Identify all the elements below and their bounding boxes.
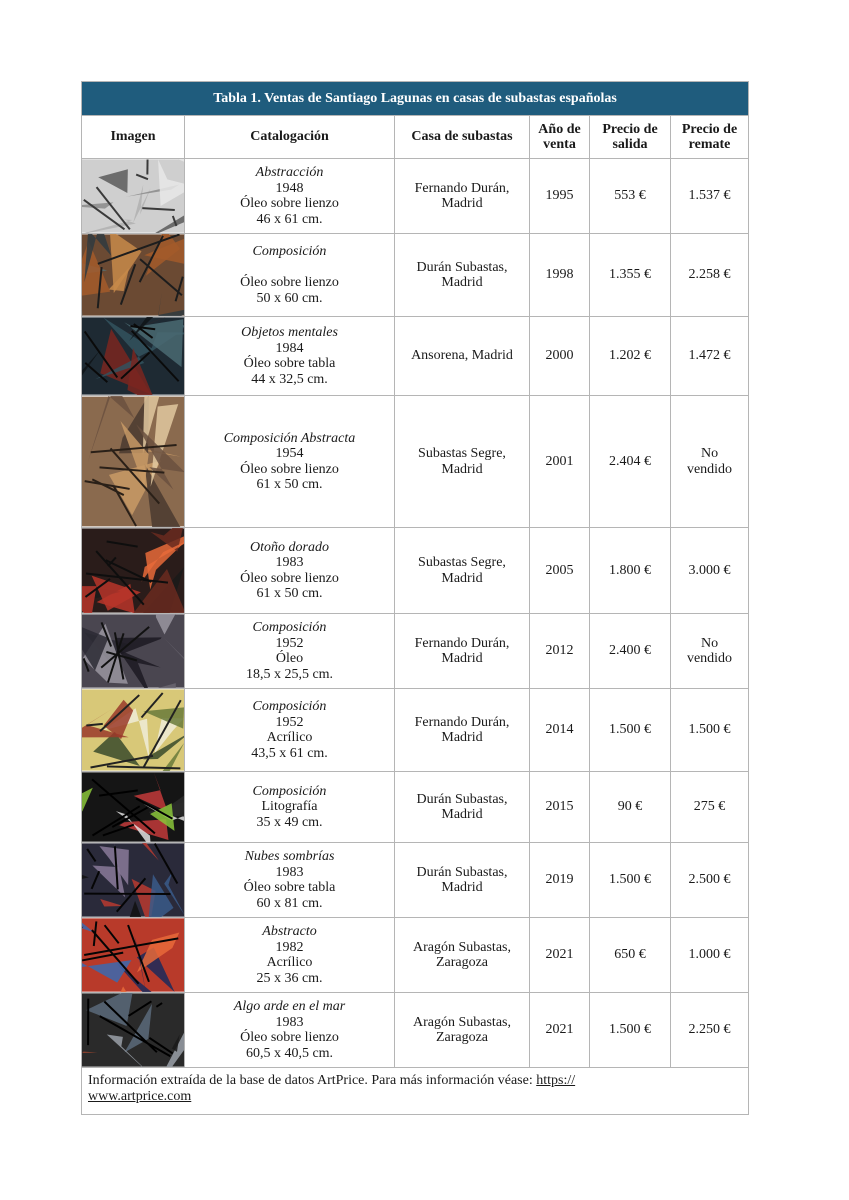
artwork-date: 1983 bbox=[275, 864, 304, 880]
hammer-price-cell bbox=[671, 614, 749, 689]
artwork-title: Composición bbox=[252, 699, 327, 714]
sale-year-cell: 2001 bbox=[530, 396, 590, 528]
table-row bbox=[82, 614, 749, 689]
artwork-size: 60 x 81 cm. bbox=[256, 895, 323, 911]
artwork-size: 18,5 x 25,5 cm. bbox=[245, 666, 334, 682]
auction-house-cell bbox=[395, 843, 530, 918]
artwork-title: Composición Abstracta bbox=[223, 430, 356, 446]
artwork-medium: Acrílico bbox=[266, 730, 313, 745]
header-catalog: Catalogación bbox=[185, 116, 395, 159]
start-price-cell: 2.404 € bbox=[590, 396, 671, 528]
auction-house-cell bbox=[395, 993, 530, 1068]
start-price-cell: 1.202 € bbox=[590, 317, 671, 396]
artwork-thumbnail bbox=[82, 918, 184, 992]
hammer-price-cell bbox=[671, 689, 749, 772]
artwork-title: Objetos mentales bbox=[241, 325, 338, 340]
artwork-title: Abstracto bbox=[262, 924, 317, 939]
artwork-size: 60,5 x 40,5 cm. bbox=[245, 1045, 334, 1061]
start-price-cell: 650 € bbox=[590, 918, 671, 993]
start-price-cell: 1.800 € bbox=[590, 528, 671, 614]
artwork-thumbnail bbox=[82, 772, 184, 842]
artwork-thumbnail bbox=[82, 234, 184, 316]
image-cell bbox=[82, 234, 185, 317]
hammer-price-line: 1.000 € bbox=[688, 947, 731, 963]
hammer-price-line: 3.000 € bbox=[688, 562, 731, 578]
table-row bbox=[82, 993, 749, 1068]
image-cell bbox=[82, 396, 185, 528]
artwork-date: 1982 bbox=[275, 939, 304, 955]
hammer-price-cell bbox=[671, 843, 749, 918]
header-start-price: Precio de salida bbox=[590, 116, 671, 159]
auction-house-line: Zaragoza bbox=[435, 955, 489, 970]
image-cell bbox=[82, 843, 185, 918]
artwork-medium: Óleo sobre lienzo bbox=[240, 275, 339, 290]
artwork-date: 1984 bbox=[275, 340, 304, 356]
source-text: Información extraída de la base de datos ArtPrice. Para más información véase: bbox=[88, 1073, 537, 1088]
artwork-size: 50 x 60 cm. bbox=[256, 290, 323, 306]
artwork-medium: Óleo sobre lienzo bbox=[240, 570, 339, 586]
artwork-size: 43,5 x 61 cm. bbox=[251, 745, 328, 761]
image-cell bbox=[82, 689, 185, 772]
table-row bbox=[82, 528, 749, 614]
table-row bbox=[82, 843, 749, 918]
image-cell bbox=[82, 772, 185, 843]
hammer-price-cell bbox=[671, 528, 749, 614]
auction-house-cell bbox=[395, 528, 530, 614]
auction-house-line: Madrid bbox=[441, 461, 483, 477]
catalog-cell bbox=[185, 528, 395, 614]
catalog-cell bbox=[185, 317, 395, 396]
auction-house-cell bbox=[395, 396, 530, 528]
auction-house-cell bbox=[395, 159, 530, 234]
auction-house-line: Madrid bbox=[441, 651, 483, 666]
catalog-cell bbox=[185, 159, 395, 234]
start-price-cell: 90 € bbox=[590, 772, 671, 843]
blank-line bbox=[185, 260, 394, 276]
artwork-title: Nubes sombrías bbox=[244, 849, 335, 864]
auction-house-line: Madrid bbox=[441, 275, 483, 290]
table-row bbox=[82, 772, 749, 843]
table-row bbox=[82, 689, 749, 772]
artwork-size: 61 x 50 cm. bbox=[256, 586, 323, 601]
header-year: Año de venta bbox=[530, 116, 590, 159]
auction-house-line: Ansorena, Madrid bbox=[411, 348, 513, 364]
start-price-cell: 553 € bbox=[590, 159, 671, 234]
hammer-price-line: No bbox=[700, 446, 719, 461]
artwork-medium: Óleo bbox=[275, 651, 304, 666]
artwork-medium: Acrílico bbox=[266, 955, 313, 970]
artwork-medium: Litografía bbox=[261, 799, 318, 815]
artwork-date: 1948 bbox=[275, 180, 304, 196]
auction-house-line: Subastas Segre, bbox=[418, 446, 506, 461]
image-cell bbox=[82, 993, 185, 1068]
artwork-medium: Óleo sobre tabla bbox=[243, 356, 336, 371]
artwork-thumbnail bbox=[82, 843, 184, 917]
sale-year-cell: 2019 bbox=[530, 843, 590, 918]
auction-house-line: Fernando Durán, bbox=[414, 635, 510, 651]
auction-house-line: Fernando Durán, bbox=[414, 180, 510, 196]
hammer-price-cell bbox=[671, 396, 749, 528]
hammer-price-cell bbox=[671, 772, 749, 843]
hammer-price-cell bbox=[671, 159, 749, 234]
sale-year-cell: 1998 bbox=[530, 234, 590, 317]
auction-house-cell bbox=[395, 614, 530, 689]
auction-house-line: Durán Subastas, bbox=[416, 864, 508, 880]
source-note bbox=[82, 1068, 749, 1115]
auction-house-cell bbox=[395, 689, 530, 772]
artwork-title: Otoño dorado bbox=[250, 539, 329, 555]
artwork-thumbnail bbox=[82, 614, 184, 688]
artwork-date: 1983 bbox=[275, 555, 304, 570]
start-price-cell: 1.500 € bbox=[590, 843, 671, 918]
hammer-price-line: 2.250 € bbox=[688, 1022, 731, 1038]
image-cell bbox=[82, 528, 185, 614]
hammer-price-cell bbox=[671, 234, 749, 317]
artwork-size: 61 x 50 cm. bbox=[256, 477, 323, 492]
header-house: Casa de subastas bbox=[395, 116, 530, 159]
artwork-medium: Óleo sobre tabla bbox=[243, 880, 336, 895]
source-link[interactable]: https:// www.artprice.com bbox=[88, 1073, 576, 1104]
sales-table bbox=[81, 81, 749, 1115]
auction-house-cell bbox=[395, 772, 530, 843]
image-cell bbox=[82, 317, 185, 396]
sale-year-cell: 2021 bbox=[530, 918, 590, 993]
artwork-size: 25 x 36 cm. bbox=[256, 970, 323, 986]
hammer-price-line: 1.537 € bbox=[688, 188, 731, 204]
sale-year-cell: 2021 bbox=[530, 993, 590, 1068]
artwork-medium: Óleo sobre lienzo bbox=[240, 1030, 339, 1045]
artwork-thumbnail bbox=[82, 528, 184, 613]
hammer-price-line: 1.472 € bbox=[688, 348, 731, 364]
artwork-title-line bbox=[185, 325, 394, 356]
table-row bbox=[82, 159, 749, 234]
start-price-cell: 1.500 € bbox=[590, 689, 671, 772]
auction-house-line: Durán Subastas, bbox=[416, 259, 508, 275]
catalog-cell bbox=[185, 918, 395, 993]
artwork-title: Algo arde en el mar bbox=[233, 999, 346, 1014]
table-caption: Tabla 1. Ventas de Santiago Lagunas en casas de subastas españolas bbox=[82, 82, 749, 116]
artwork-date: 1983 bbox=[275, 1014, 304, 1030]
artwork-thumbnail bbox=[82, 317, 184, 395]
artwork-date: 1952 bbox=[275, 714, 304, 730]
image-cell bbox=[82, 159, 185, 234]
image-cell bbox=[82, 614, 185, 689]
artwork-thumbnail bbox=[82, 689, 184, 771]
hammer-price-line: 275 € bbox=[693, 799, 726, 815]
auction-house-line: Fernando Durán, bbox=[414, 714, 510, 730]
hammer-price-line: No bbox=[700, 635, 719, 651]
artwork-medium: Óleo sobre lienzo bbox=[240, 461, 339, 477]
artwork-size: 46 x 61 cm. bbox=[256, 211, 323, 227]
artwork-date: 1952 bbox=[275, 635, 304, 651]
hammer-price-line: 2.258 € bbox=[688, 267, 731, 283]
auction-house-line: Madrid bbox=[441, 880, 483, 895]
catalog-cell bbox=[185, 614, 395, 689]
artwork-medium: Óleo sobre lienzo bbox=[240, 196, 339, 211]
auction-house-line: Aragón Subastas, bbox=[413, 939, 511, 955]
sale-year-cell: 2015 bbox=[530, 772, 590, 843]
artwork-thumbnail bbox=[82, 993, 184, 1067]
table-row bbox=[82, 234, 749, 317]
artwork-title: Composición bbox=[252, 783, 327, 799]
catalog-cell bbox=[185, 993, 395, 1068]
artwork-size: 44 x 32,5 cm. bbox=[251, 371, 328, 387]
artwork-thumbnail bbox=[82, 159, 184, 233]
catalog-cell bbox=[185, 843, 395, 918]
start-price-cell: 2.400 € bbox=[590, 614, 671, 689]
artwork-size: 35 x 49 cm. bbox=[256, 814, 323, 830]
hammer-price-cell bbox=[671, 918, 749, 993]
table-body bbox=[82, 159, 749, 1068]
table-row bbox=[82, 317, 749, 396]
sale-year-cell: 2012 bbox=[530, 614, 590, 689]
auction-house-line: Aragón Subastas, bbox=[413, 1014, 511, 1030]
image-cell bbox=[82, 918, 185, 993]
artwork-title: Abstracción bbox=[255, 165, 324, 180]
auction-house-cell bbox=[395, 317, 530, 396]
hammer-price-line: 1.500 € bbox=[688, 722, 731, 738]
auction-house-cell bbox=[395, 918, 530, 993]
header-image: Imagen bbox=[82, 116, 185, 159]
hammer-price-cell bbox=[671, 317, 749, 396]
auction-house-line: Madrid bbox=[441, 807, 483, 822]
artwork-title: Composición bbox=[252, 244, 327, 259]
auction-house-line: Madrid bbox=[441, 570, 483, 586]
sale-year-cell: 2005 bbox=[530, 528, 590, 614]
start-price-cell: 1.355 € bbox=[590, 234, 671, 317]
catalog-cell bbox=[185, 234, 395, 317]
hammer-price-cell bbox=[671, 993, 749, 1068]
catalog-cell bbox=[185, 772, 395, 843]
hammer-price-line: 2.500 € bbox=[688, 872, 731, 888]
auction-house-line: Madrid bbox=[441, 730, 483, 745]
catalog-cell bbox=[185, 396, 395, 528]
table-row bbox=[82, 396, 749, 528]
sale-year-cell: 1995 bbox=[530, 159, 590, 234]
hammer-price-line: vendido bbox=[686, 461, 733, 477]
auction-house-line: Madrid bbox=[441, 196, 483, 211]
artwork-date: 1954 bbox=[275, 446, 304, 461]
artwork-title: Composición bbox=[252, 620, 327, 635]
sale-year-cell: 2000 bbox=[530, 317, 590, 396]
hammer-price-line: vendido bbox=[686, 651, 733, 666]
header-hammer-price: Precio de remate bbox=[671, 116, 749, 159]
auction-house-line: Durán Subastas, bbox=[416, 791, 508, 807]
artwork-thumbnail bbox=[82, 396, 184, 527]
catalog-cell bbox=[185, 689, 395, 772]
sale-year-cell: 2014 bbox=[530, 689, 590, 772]
start-price-cell: 1.500 € bbox=[590, 993, 671, 1068]
auction-house-line: Subastas Segre, bbox=[418, 555, 506, 570]
table-row bbox=[82, 918, 749, 993]
auction-house-cell bbox=[395, 234, 530, 317]
auction-house-line: Zaragoza bbox=[435, 1030, 489, 1045]
